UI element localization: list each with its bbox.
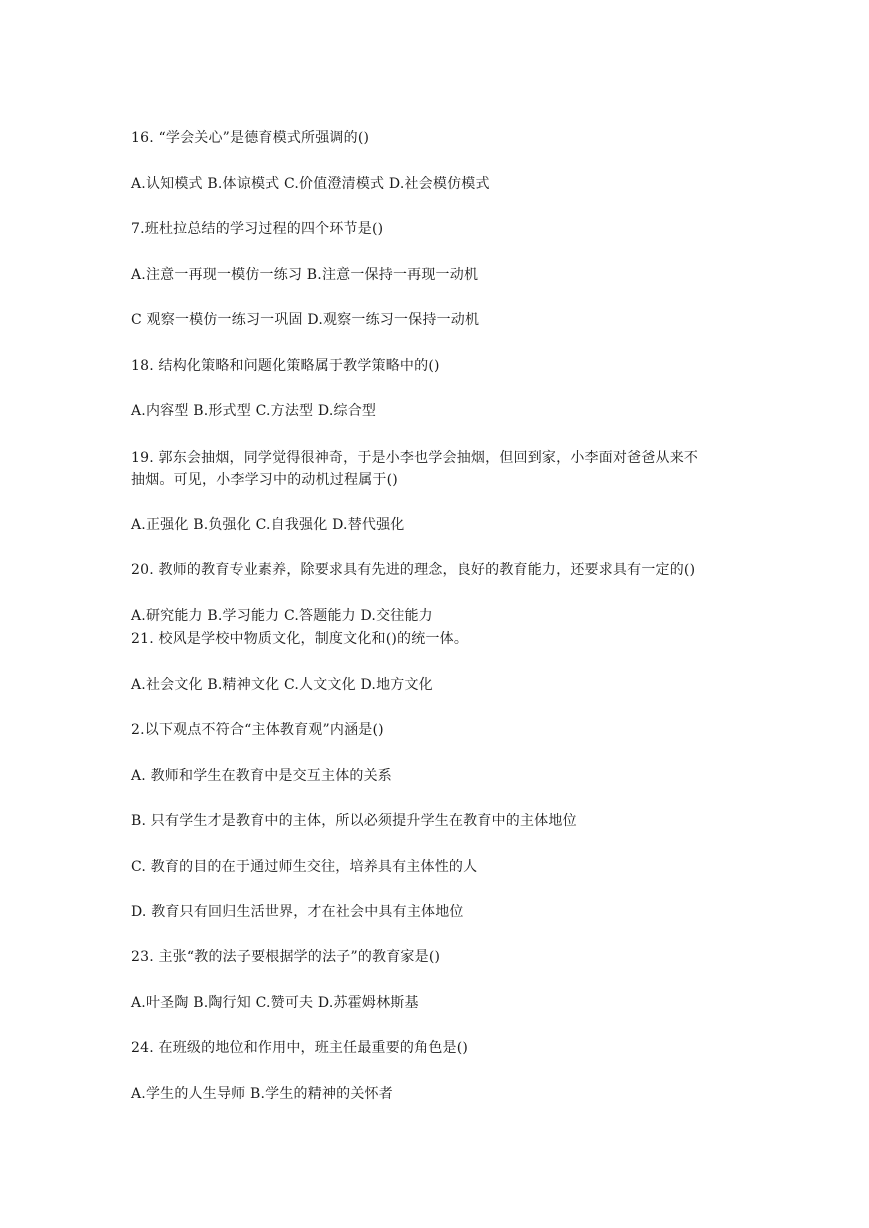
question-23-options: A.叶圣陶 B.陶行知 C.赞可夫 D.苏霍姆林斯基 (131, 995, 419, 1011)
question-23: 23. 主张“教的法子要根据学的法子”的教育家是() (131, 949, 441, 965)
question-19-options: A.正强化 B.负强化 C.自我强化 D.替代强化 (131, 517, 405, 533)
question-20: 20. 教师的教育专业素养，除要求具有先进的理念，良好的教育能力，还要求具有一定的() (131, 562, 696, 578)
question-16: 16. “学会关心”是德育模式所强调的() (131, 130, 370, 146)
question-22-option-d: D. 教育只有回归生活世界，才在社会中具有主体地位 (131, 904, 464, 920)
question-17-options-ab: A.注意一再现一模仿一练习 B.注意一保持一再现一动机 (131, 267, 479, 283)
question-18-options: A.内容型 B.形式型 C.方法型 D.综合型 (131, 403, 377, 419)
question-24-options: A.学生的人生导师 B.学生的精神的关怀者 (131, 1086, 393, 1102)
question-22-option-c: C. 教育的目的在于通过师生交往，培养具有主体性的人 (131, 859, 478, 875)
question-24: 24. 在班级的地位和作用中，班主任最重要的角色是() (131, 1040, 469, 1056)
question-21-options: A.社会文化 B.精神文化 C.人文文化 D.地方文化 (131, 677, 433, 693)
question-19-line-2: 抽烟。可见，小李学习中的动机过程属于() (131, 472, 398, 488)
question-16-options: A.认知模式 B.体谅模式 C.价值澄清模式 D.社会模仿模式 (131, 176, 490, 192)
question-17: 7.班杜拉总结的学习过程的四个环节是() (131, 221, 384, 237)
question-21: 21. 校风是学校中物质文化，制度文化和()的统一体。 (131, 631, 469, 647)
question-22-option-b: B. 只有学生才是教育中的主体，所以必须提升学生在教育中的主体地位 (131, 813, 577, 829)
question-17-options-cd: C 观察一模仿一练习一巩固 D.观察一练习一保持一动机 (131, 312, 480, 328)
question-22-option-a: A. 教师和学生在教育中是交互主体的关系 (131, 768, 393, 784)
question-19-line-1: 19. 郭东会抽烟，同学觉得很神奇，于是小李也学会抽烟，但回到家，小李面对爸爸从来不 (131, 450, 699, 466)
question-20-options: A.研究能力 B.学习能力 C.答题能力 D.交往能力 (131, 608, 433, 624)
question-22: 2.以下观点不符合“主体教育观”内涵是() (131, 722, 384, 738)
question-18: 18. 结构化策略和问题化策略属于教学策略中的() (131, 358, 440, 374)
